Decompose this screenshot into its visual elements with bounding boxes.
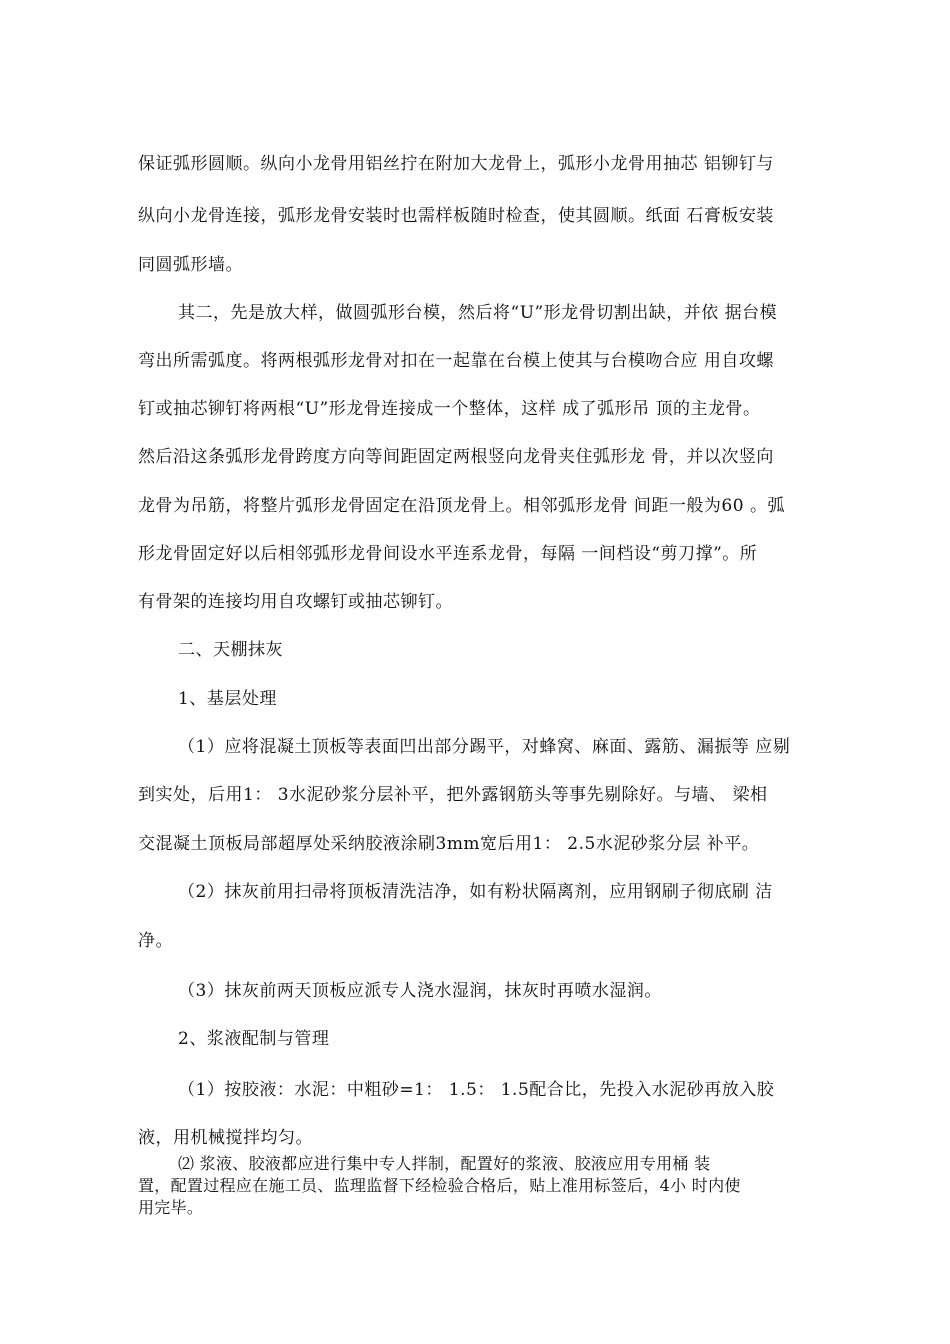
paragraph-start: （3）抹灰前两天顶板应派专人浇水湿润，抹灰时再喷水湿润。 — [178, 981, 662, 1001]
text-line: 用完毕。 — [138, 1198, 204, 1217]
paragraph-start: （1）按胶液：水泥：中粗砂=1： 1.5： 1.5配合比，先投入水泥砂再放入胶 — [178, 1080, 775, 1100]
text-line: 有骨架的连接均用自攻螺钉或抽芯铆钉。 — [138, 592, 453, 612]
text-line: 液，用机械搅拌均匀。 — [138, 1128, 313, 1148]
text-line: 到实处，后用1： 3水泥砂浆分层补平，把外露钢筋头等事先剔除好。与墙、 梁相 — [138, 785, 768, 805]
text-line: 纵向小龙骨连接，弧形龙骨安装时也需样板随时检查，使其圆顺。纸面 石膏板安装 — [138, 206, 774, 226]
text-line: 净。 — [138, 931, 173, 951]
section-heading: 二、天棚抹灰 — [178, 640, 283, 660]
paragraph-start: ⑵ 浆液、胶液都应进行集中专人拌制，配置好的浆液、胶液应用专用桶 装 — [178, 1154, 711, 1173]
paragraph-start: 其二，先是放大样，做圆弧形台模，然后将“U”形龙骨切割出缺，并依 据台模 — [178, 303, 778, 323]
text-line: 钉或抽芯铆钉将两根“U”形龙骨连接成一个整体，这样 成了弧形吊 顶的主龙骨。 — [138, 399, 761, 419]
paragraph-start: （2）抹灰前用扫帚将顶板清洗洁净，如有粉状隔离剂，应用钢刷子彻底刷 洁 — [178, 882, 773, 902]
text-line: 形龙骨固定好以后相邻弧形龙骨间设水平连系龙骨，每隔 一间档设“剪刀撑”。所 — [138, 544, 758, 564]
text-line: 置，配置过程应在施工员、监理监督下经检验合格后，贴上准用标签后，4小 时内使 — [138, 1176, 741, 1195]
subsection-heading: 1、基层处理 — [178, 689, 277, 709]
text-line: 弯出所需弧度。将两根弧形龙骨对扣在一起靠在台模上使其与台模吻合应 用自攻螺 — [138, 351, 774, 371]
text-line: 保证弧形圆顺。纵向小龙骨用铝丝拧在附加大龙骨上，弧形小龙骨用抽芯 铝铆钉与 — [138, 154, 774, 174]
paragraph-start: （1）应将混凝土顶板等表面凹出部分踢平，对蜂窝、麻面、露筋、漏振等 应剔 — [178, 737, 791, 757]
subsection-heading: 2、浆液配制与管理 — [178, 1029, 330, 1049]
text-line: 然后沿这条弧形龙骨跨度方向等间距固定两根竖向龙骨夹住弧形龙 骨，并以次竖向 — [138, 447, 774, 467]
text-line: 交混凝土顶板局部超厚处采纳胶液涂刷3mm宽后用1： 2.5水泥砂浆分层 补平。 — [138, 834, 760, 854]
text-line: 龙骨为吊筋，将整片弧形龙骨固定在沿顶龙骨上。相邻弧形龙骨 间距一般为60 。弧 — [138, 496, 785, 516]
text-line: 同圆弧形墙。 — [138, 255, 243, 275]
